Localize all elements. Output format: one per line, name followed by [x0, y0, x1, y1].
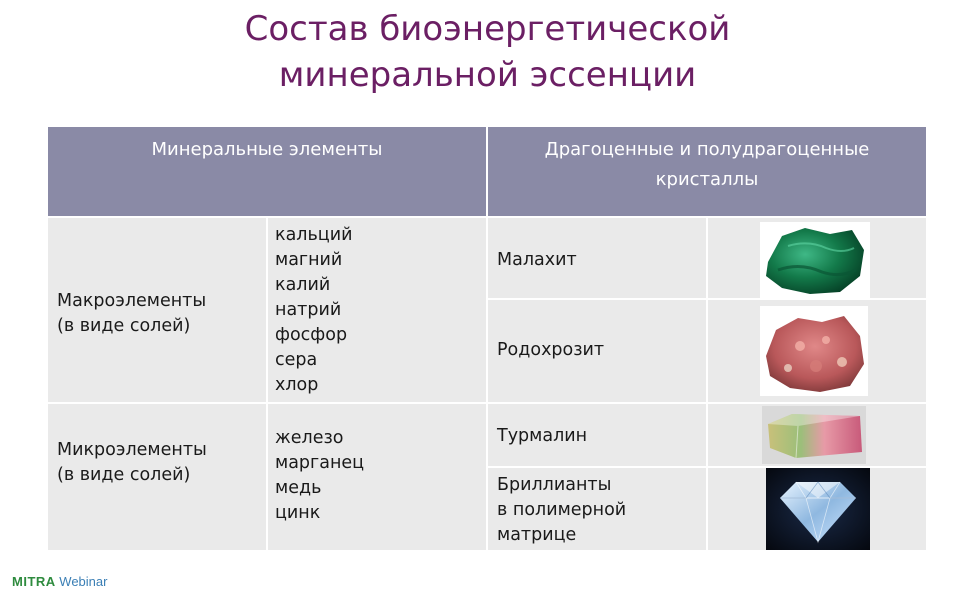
title-line-2: минеральной эссенции [278, 55, 697, 95]
macro-label-cell [48, 218, 266, 402]
mitra-webinar-logo: MITRA Webinar [12, 574, 108, 589]
macro-label-line2: (в виде солей) [57, 316, 191, 336]
macro-list-cell [268, 218, 486, 402]
rhodochrosite-image [760, 306, 868, 396]
list-item: медь [275, 478, 322, 498]
list-item: цинк [275, 503, 321, 523]
micro-label-line2: (в виде солей) [57, 465, 191, 485]
list-item: кальций [275, 224, 353, 245]
micro-label-cell [48, 404, 266, 550]
list-item: натрий [275, 299, 342, 320]
header-mineral-elements: Минеральные элементы [48, 127, 486, 216]
diamond-image [766, 468, 870, 550]
crystal-name-malachite: Малахит [488, 218, 706, 298]
crystal-name-rhodochrosite: Родохрозит [488, 300, 706, 402]
crystal-name-diamonds: Бриллианты в полимерной матрице [488, 468, 706, 550]
page-title [150, 6, 825, 98]
list-item: хлор [275, 374, 319, 395]
macro-label-line1: Макроэлементы [57, 291, 207, 311]
list-item: магний [275, 249, 343, 270]
list-item: железо [275, 428, 344, 448]
tourmaline-image [762, 406, 866, 464]
list-item: сера [275, 349, 318, 370]
crystal-name-tourmaline: Турмалин [488, 404, 706, 466]
micro-label-line1: Микроэлементы [57, 440, 207, 460]
malachite-image [760, 222, 870, 298]
header-crystals: Драгоценные и полудрагоценные кристаллы [488, 127, 926, 216]
list-item: фосфор [275, 324, 348, 345]
micro-list-cell [268, 404, 486, 550]
list-item: марганец [275, 453, 365, 473]
list-item: калий [275, 274, 331, 295]
title-line-1: Состав биоэнергетической [244, 9, 731, 49]
